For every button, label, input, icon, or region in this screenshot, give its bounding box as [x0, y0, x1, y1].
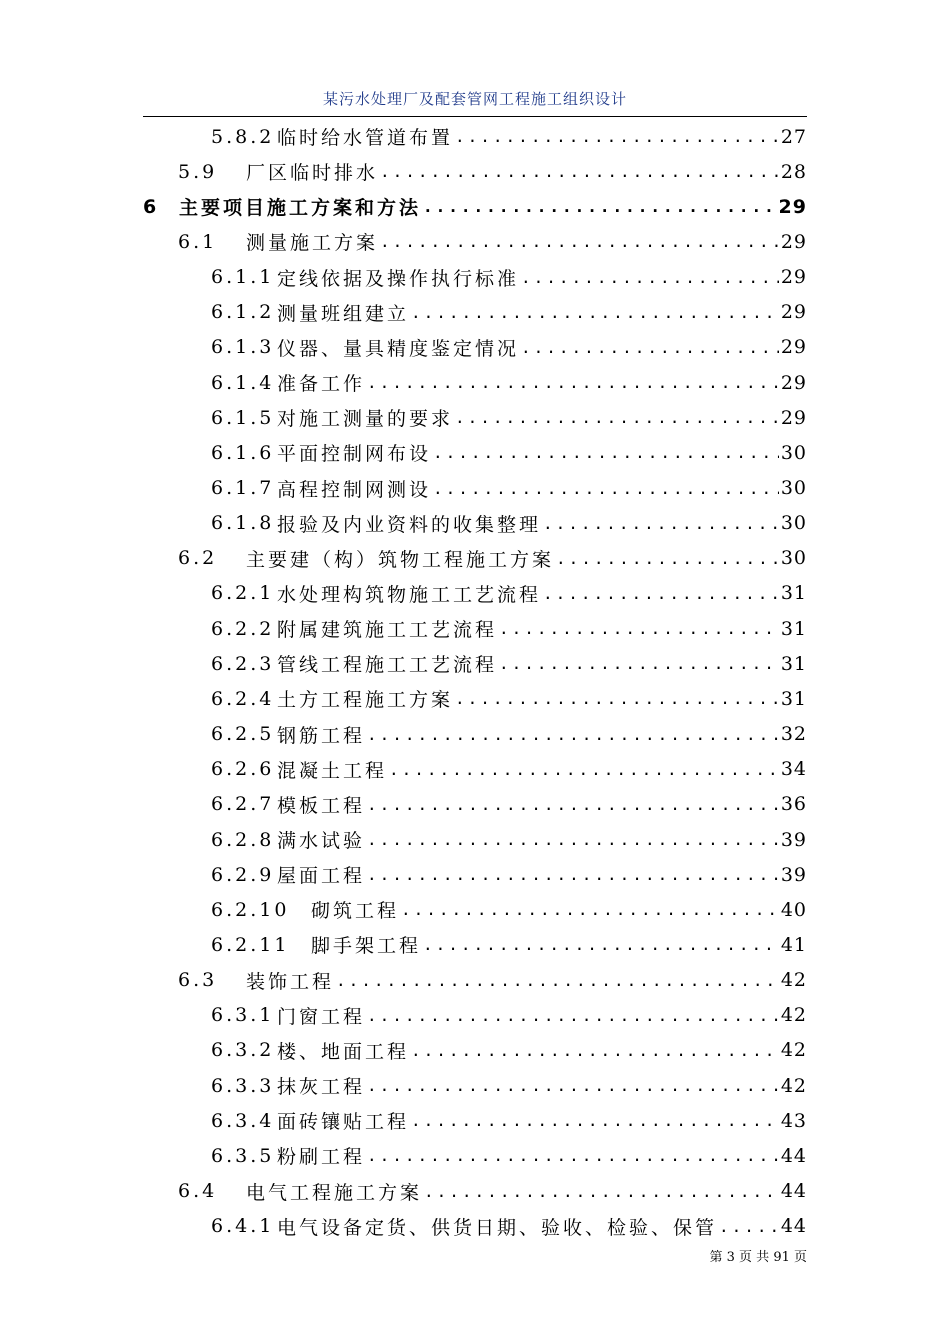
toc-leader-dots [367, 865, 779, 884]
toc-entry-title: 对施工测量的要求 [277, 408, 454, 431]
toc-entry-number: 6.1.8 [211, 512, 275, 535]
toc-entry[interactable] [211, 1138, 807, 1173]
toc-entry-number: 6.2.10 [211, 898, 290, 921]
toc-entry-number: 6.2.8 [211, 828, 275, 851]
toc-entry[interactable] [211, 1209, 807, 1244]
toc-entry[interactable] [211, 611, 807, 646]
toc-entry-page: 29 [780, 301, 807, 324]
toc-leader-dots [411, 1041, 779, 1060]
toc-entry-title: 钢筋工程 [277, 724, 366, 747]
toc-entry[interactable] [211, 330, 807, 365]
toc-entry-title: 管线工程施工工艺流程 [277, 654, 498, 677]
toc-entry-page: 30 [780, 547, 807, 570]
toc-entry[interactable] [178, 224, 807, 259]
toc-entry-title: 土方工程施工方案 [277, 689, 454, 712]
toc-entry-page: 43 [780, 1109, 807, 1132]
header-divider [143, 116, 807, 117]
toc-leader-dots [380, 162, 779, 181]
toc-entry[interactable] [178, 154, 807, 189]
toc-entry-number: 6.2.9 [211, 863, 275, 886]
toc-entry-number: 6.3 [178, 969, 218, 992]
toc-leader-dots [367, 1006, 779, 1025]
toc-entry-number: 5.8.2 [211, 125, 275, 148]
page-header-title: 某污水处理厂及配套管网工程施工组织设计 [322, 90, 627, 108]
toc-entry-page: 27 [780, 125, 807, 148]
toc-leader-dots [367, 795, 779, 814]
toc-entry-page: 42 [780, 1074, 807, 1097]
toc-entry-page: 29 [780, 371, 807, 394]
toc-entry[interactable] [211, 892, 807, 927]
toc-entry-number: 6.2 [178, 547, 218, 570]
toc-leader-dots [367, 1076, 779, 1095]
toc-entry[interactable] [211, 365, 807, 400]
toc-leader-dots [411, 303, 779, 322]
toc-leader-dots [411, 1111, 779, 1130]
toc-entry-page: 30 [780, 477, 807, 499]
toc-entry-number: 6.1.3 [211, 336, 275, 359]
toc-leader-dots [423, 197, 777, 216]
toc-entry-title: 面砖镶贴工程 [277, 1111, 410, 1134]
toc-entry[interactable] [178, 541, 807, 576]
toc-entry[interactable] [211, 295, 807, 330]
toc-entry-number: 6.2.3 [211, 652, 275, 675]
toc-entry-title: 抹灰工程 [277, 1076, 366, 1099]
toc-entry-page: 31 [780, 687, 807, 710]
toc-entry-title: 厂区临时排水 [246, 162, 379, 185]
toc-entry-number: 6.4.1 [211, 1215, 275, 1238]
toc-entry[interactable] [178, 1174, 807, 1209]
toc-entry-title: 平面控制网布设 [277, 443, 432, 466]
toc-leader-dots [423, 935, 779, 954]
toc-entry-title: 满水试验 [277, 830, 366, 852]
toc-entry-page: 29 [778, 195, 807, 218]
toc-leader-dots [433, 443, 779, 462]
toc-entry-title: 电气工程施工方案 [246, 1181, 423, 1204]
toc-entry-page: 36 [780, 793, 807, 816]
toc-entry-title: 临时给水管道布置 [277, 127, 454, 149]
toc-entry-title: 装饰工程 [246, 970, 335, 993]
toc-entry-page: 44 [780, 1144, 807, 1167]
toc-leader-dots [455, 689, 779, 708]
toc-leader-dots [499, 619, 779, 638]
toc-entry-number: 6.1.1 [211, 266, 275, 289]
toc-entry-page: 29 [780, 336, 807, 359]
toc-entry-number: 6.2.4 [211, 687, 275, 710]
toc-entry-number: 6.1.5 [211, 406, 275, 429]
toc-entry-page: 42 [780, 969, 807, 992]
toc-entry-number: 6.1.4 [211, 371, 275, 394]
toc-entry[interactable] [211, 260, 807, 295]
toc-entry-title: 混凝土工程 [277, 759, 388, 782]
toc-entry[interactable] [211, 400, 807, 435]
toc-leader-dots [367, 373, 779, 392]
toc-leader-dots [521, 338, 779, 357]
toc-entry-title: 仪器、量具精度鉴定情况 [277, 337, 520, 360]
toc-entry-number: 6.3.4 [211, 1109, 275, 1132]
toc-entry-page: 29 [780, 230, 807, 253]
toc-entry[interactable] [211, 857, 807, 892]
toc-entry[interactable] [211, 576, 807, 611]
toc-entry-title: 准备工作 [277, 373, 366, 396]
toc-entry-page: 40 [780, 898, 807, 921]
toc-entry[interactable] [211, 1068, 807, 1103]
toc-entry-number: 6 [143, 195, 160, 218]
toc-leader-dots [367, 725, 779, 744]
toc-entry-number: 6.2.2 [211, 617, 275, 640]
toc-entry-title: 电气设备定货、供货日期、验收、检验、保管 [277, 1216, 718, 1239]
toc-entry-title: 主要建（构）筑物工程施工方案 [246, 548, 555, 571]
toc-leader-dots [367, 830, 779, 849]
page-number-footer: 第 3 页 共 91 页 [709, 1250, 807, 1265]
toc-leader-dots [543, 584, 779, 603]
toc-leader-dots [389, 760, 779, 779]
toc-entry-page: 39 [780, 863, 807, 886]
toc-entry-number: 6.1 [178, 230, 218, 253]
toc-entry-number: 6.2.6 [211, 758, 275, 781]
toc-entry-number: 6.1.2 [211, 301, 275, 324]
toc-entry-title: 模板工程 [277, 794, 366, 817]
toc-entry-number: 6.2.11 [211, 933, 290, 956]
toc-leader-dots [380, 232, 779, 251]
toc-entry[interactable] [143, 189, 807, 224]
toc-entry-number: 6.2.7 [211, 793, 275, 816]
toc-leader-dots [521, 268, 779, 287]
toc-entry[interactable] [211, 681, 807, 716]
toc-leader-dots [433, 479, 779, 498]
toc-entry[interactable] [211, 1103, 807, 1138]
toc-entry[interactable] [211, 119, 807, 154]
toc-entry-title: 屋面工程 [277, 865, 366, 888]
toc-entry-page: 44 [780, 1180, 807, 1202]
toc-entry-page: 30 [780, 512, 807, 535]
toc-entry-title: 楼、地面工程 [277, 1040, 410, 1063]
toc-entry-number: 6.3.1 [211, 1004, 275, 1027]
toc-entry-title: 脚手架工程 [311, 935, 422, 958]
toc-entry-number: 6.3.3 [211, 1074, 275, 1097]
toc-leader-dots [719, 1217, 779, 1236]
toc-entry-page: 31 [780, 617, 807, 640]
toc-entry[interactable] [178, 963, 807, 998]
toc-entry[interactable] [211, 822, 807, 857]
toc-leader-dots [401, 900, 779, 919]
toc-entry-number: 6.3.2 [211, 1039, 275, 1062]
toc-entry[interactable] [211, 1033, 807, 1068]
toc-leader-dots [424, 1182, 779, 1201]
toc-entry[interactable] [211, 506, 807, 541]
toc-entry-title: 附属建筑施工工艺流程 [277, 619, 498, 642]
toc-entry-number: 6.2.5 [211, 723, 275, 746]
toc-entry-page: 34 [780, 758, 807, 781]
toc-entry-title: 粉刷工程 [277, 1146, 366, 1169]
toc-entry-title: 门窗工程 [277, 1005, 366, 1028]
toc-entry[interactable] [211, 752, 807, 787]
toc-leader-dots [499, 654, 779, 673]
toc-leader-dots [336, 971, 779, 990]
toc-entry-page: 30 [780, 441, 807, 464]
toc-entry-page: 31 [780, 582, 807, 605]
toc-entry-page: 31 [780, 652, 807, 675]
toc-entry-number: 5.9 [178, 160, 218, 183]
toc-entry-title: 报验及内业资料的收集整理 [277, 513, 542, 536]
toc-entry-title: 砌筑工程 [311, 900, 400, 923]
toc-entry-title: 定线依据及操作执行标准 [277, 267, 520, 290]
toc-entry[interactable] [211, 998, 807, 1033]
toc-leader-dots [455, 408, 779, 427]
toc-entry[interactable] [211, 787, 807, 822]
toc-entry-title: 水处理构筑物施工工艺流程 [277, 583, 542, 606]
toc-entry-title: 高程控制网测设 [277, 478, 432, 501]
toc-entry-page: 42 [780, 1004, 807, 1027]
toc-entry[interactable] [211, 646, 807, 681]
toc-entry-number: 6.3.5 [211, 1144, 275, 1167]
toc-entry-page: 29 [780, 406, 807, 429]
toc-entry-page: 42 [780, 1039, 807, 1062]
toc-leader-dots [543, 514, 779, 533]
toc-leader-dots [556, 549, 779, 568]
toc-entry-page: 29 [780, 266, 807, 289]
toc-leader-dots [367, 1146, 779, 1165]
toc-entry[interactable] [211, 435, 807, 470]
toc-entry-number: 6.2.1 [211, 582, 275, 605]
toc-entry-page: 41 [780, 933, 807, 956]
toc-entry[interactable] [211, 927, 807, 962]
toc-entry-page: 28 [780, 160, 807, 183]
toc-entry[interactable] [211, 471, 807, 506]
toc-entry-number: 6.4 [178, 1180, 218, 1202]
toc-entry-page: 39 [780, 828, 807, 851]
toc-entry-title: 测量施工方案 [246, 232, 379, 255]
toc-entry[interactable] [211, 717, 807, 752]
toc-entry-title: 主要项目施工方案和方法 [179, 197, 422, 220]
toc-entry-number: 6.1.6 [211, 441, 275, 464]
toc-leader-dots [455, 127, 779, 146]
toc-entry-page: 44 [780, 1215, 807, 1238]
toc-entry-number: 6.1.7 [211, 477, 275, 499]
toc-entry-page: 32 [780, 723, 807, 746]
toc-entry-title: 测量班组建立 [277, 302, 410, 325]
